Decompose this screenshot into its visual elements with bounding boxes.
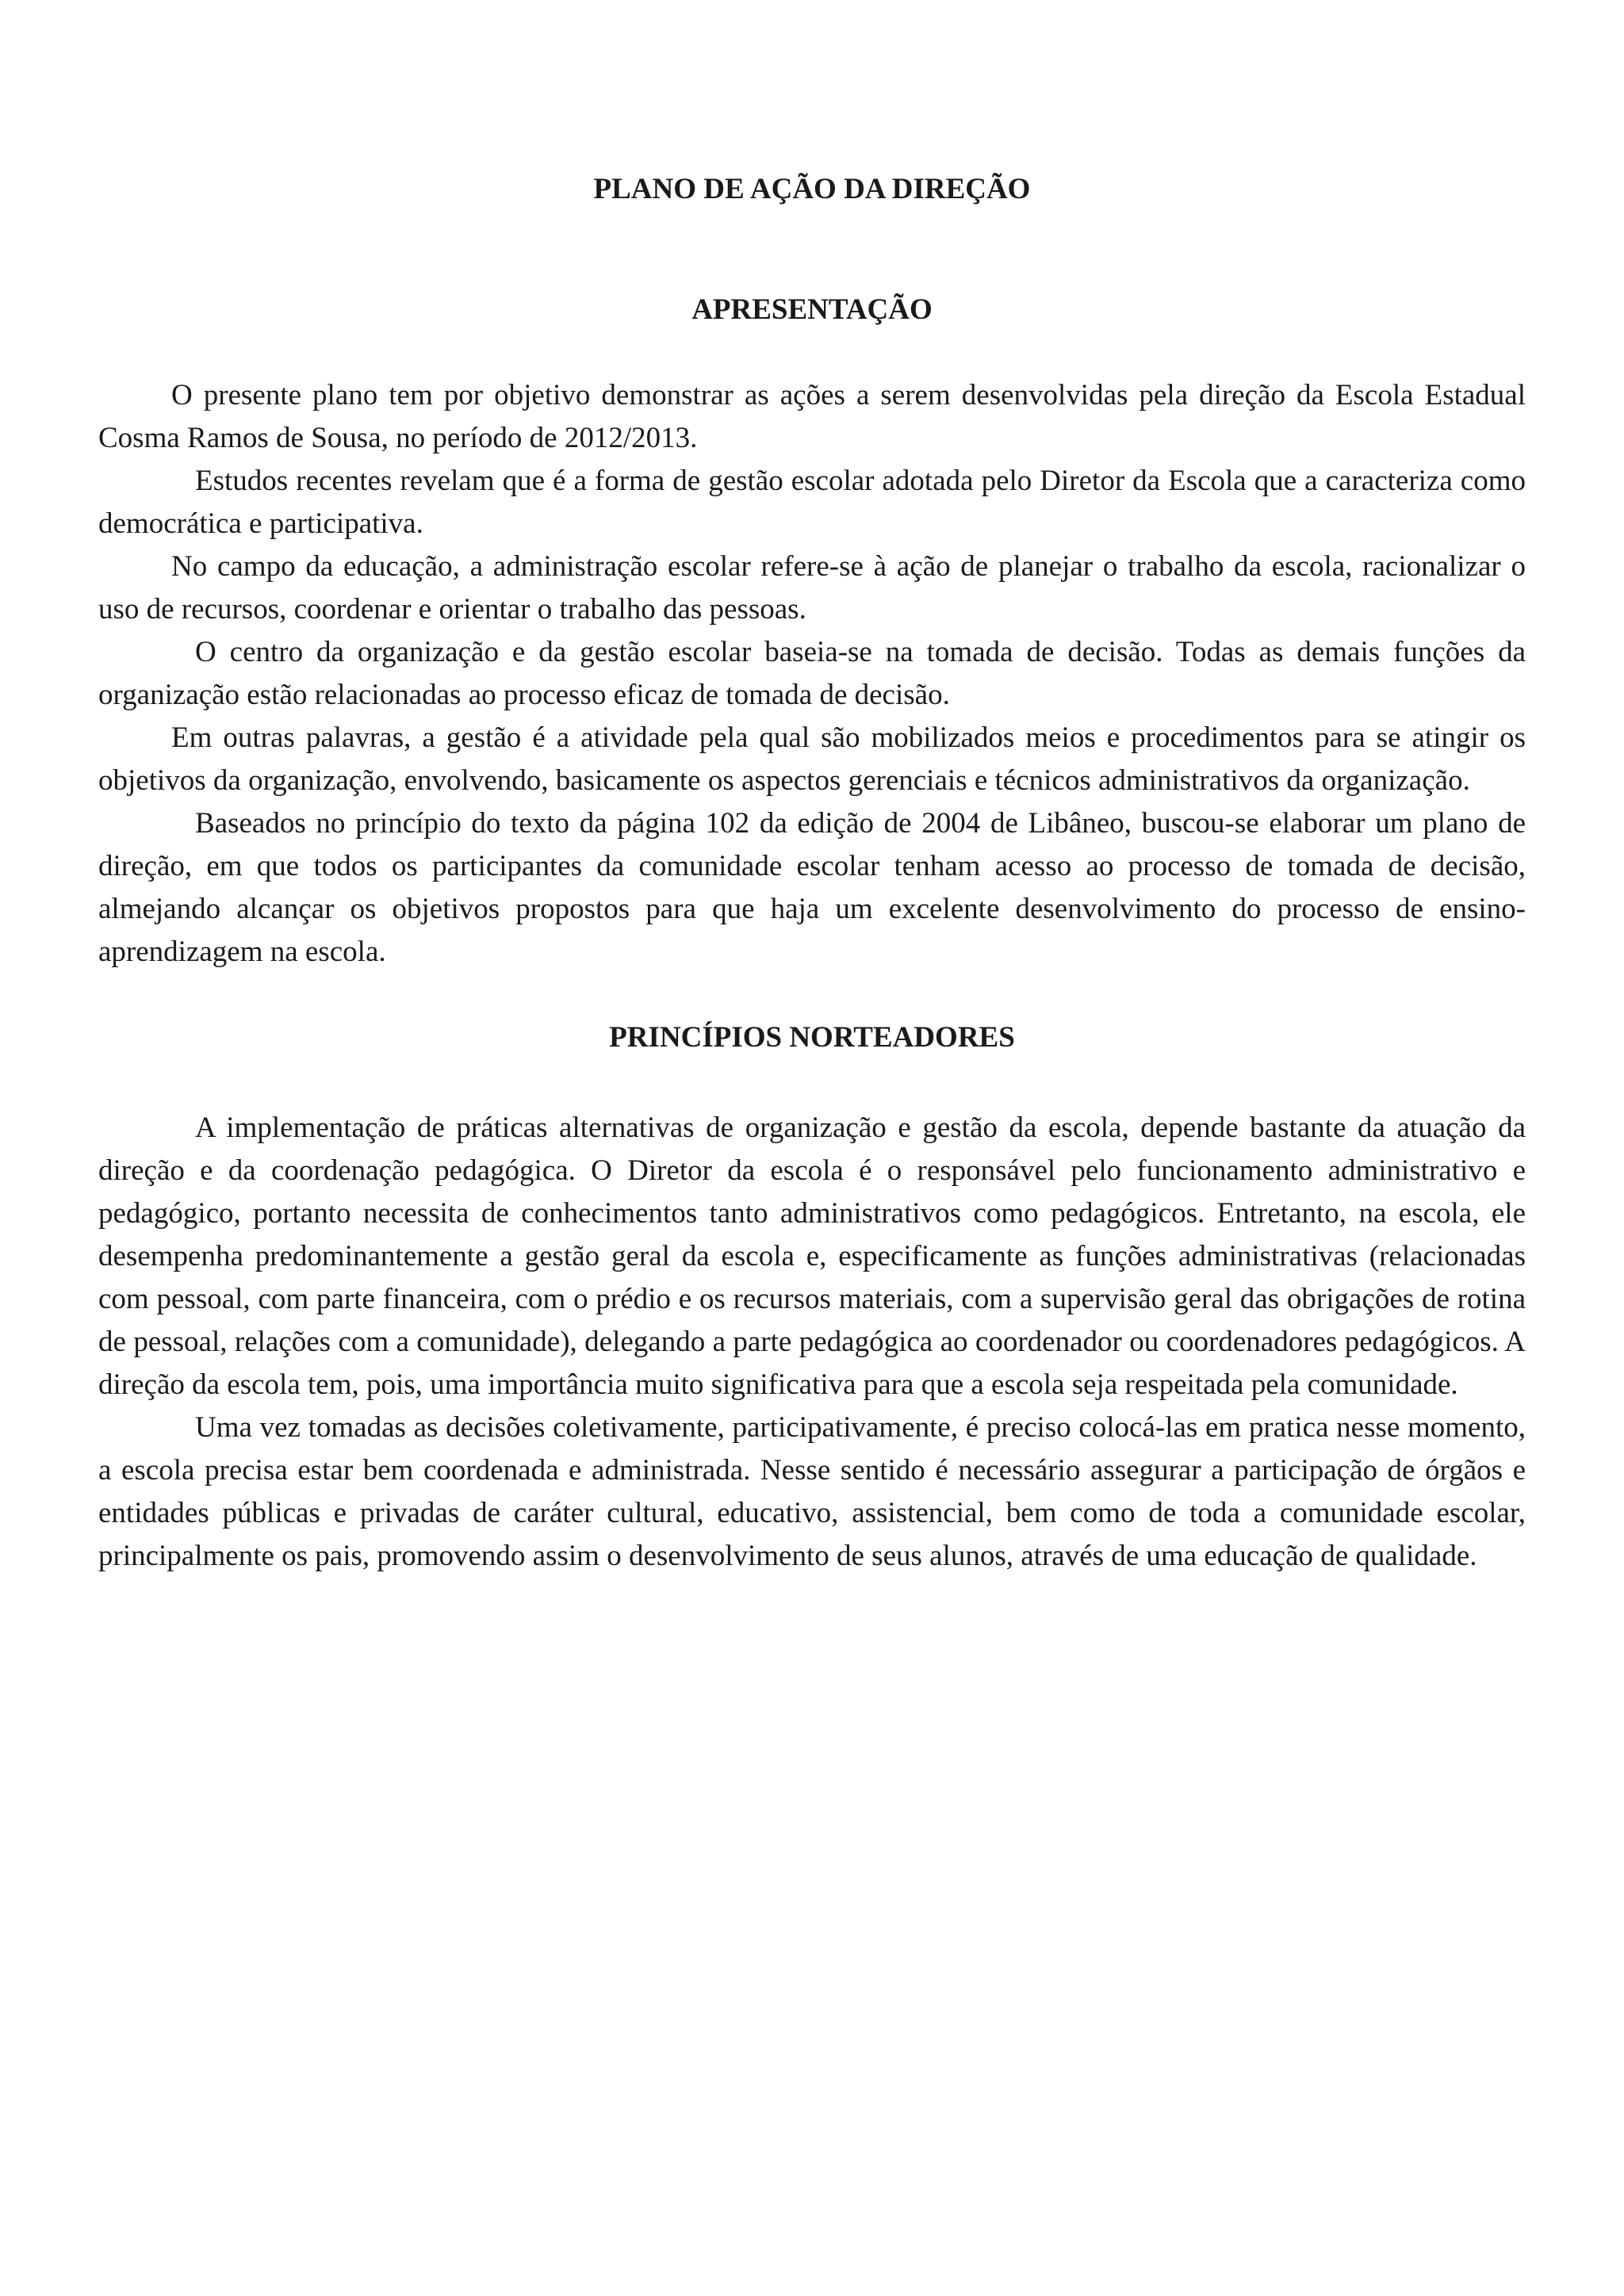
paragraph: Em outras palavras, a gestão é a atividade pela qual são mobilizados meios e procedimentos para se atingir os objetivos da organização, envolvendo, basicamente os aspectos gerenciais e técnicos administrativos da organização. xyxy=(98,721,1526,797)
paragraph: No campo da educação, a administração escolar refere-se à ação de planejar o trabalho da escola, racionalizar o uso de recursos, coordenar e orientar o trabalho das pessoas. xyxy=(98,550,1526,626)
paragraph: Estudos recentes revelam que é a forma de gestão escolar adotada pelo Diretor da Escola que a caracteriza como democrática e participativa. xyxy=(98,465,1526,540)
paragraph: A implementação de práticas alternativas de organização e gestão da escola, depende bastante da atuação da direção e da coordenação pedagógica. O Diretor da escola é o responsável pelo funcionamento administrativo e pedagógico, portanto necessita de conhecimentos tanto administrativos como pedagógicos. Entretanto, na escola, ele desempenha predominantemente a gestão geral da escola e, especificamente as funções administrativas (relacionadas com pessoal, com parte financeira, com o prédio e os recursos materiais, com a supervisão geral das obrigações de rotina de pessoal, relações com a comunidade), delegando a parte pedagógica ao coordenador ou coordenadores pedagógicos. A direção da escola tem, pois, uma importância muito significativa para que a escola seja respeitada pela comunidade. xyxy=(98,1112,1526,1401)
document-title: PLANO DE AÇÃO DA DIREÇÃO xyxy=(593,173,1031,205)
paragraph: Baseados no princípio do texto da página 102 da edição de 2004 de Libâneo, buscou-se elaborar um plano de direção, em que todos os participantes da comunidade escolar tenham acesso ao processo de tomada de decisão, almejando alcançar os objetivos propostos para que haja um excelente desenvolvimento do processo de ensino-aprendizagem na escola. xyxy=(98,807,1526,968)
section-heading-apresentacao: APRESENTAÇÃO xyxy=(691,293,933,326)
document-page xyxy=(98,168,1526,1578)
paragraph: O presente plano tem por objetivo demonstrar as ações a serem desenvolvidas pela direção da Escola Estadual Cosma Ramos de Sousa, no período de 2012/2013. xyxy=(98,379,1526,454)
paragraph: Uma vez tomadas as decisões coletivamente, participativamente, é preciso colocá-las em pratica nesse momento, a escola precisa estar bem coordenada e administrada. Nesse sentido é necessário assegurar a participação de órgãos e entidades públicas e privadas de caráter cultural, educativo, assistencial, bem como de toda a comunidade escolar, principalmente os pais, promovendo assim o desenvolvimento de seus alunos, através de uma educação de qualidade. xyxy=(98,1411,1526,1572)
section-heading-principios-norteadores: PRINCÍPIOS NORTEADORES xyxy=(609,1021,1015,1054)
paragraph: O centro da organização e da gestão escolar baseia-se na tomada de decisão. Todas as demais funções da organização estão relacionadas ao processo eficaz de tomada de decisão. xyxy=(98,636,1526,711)
